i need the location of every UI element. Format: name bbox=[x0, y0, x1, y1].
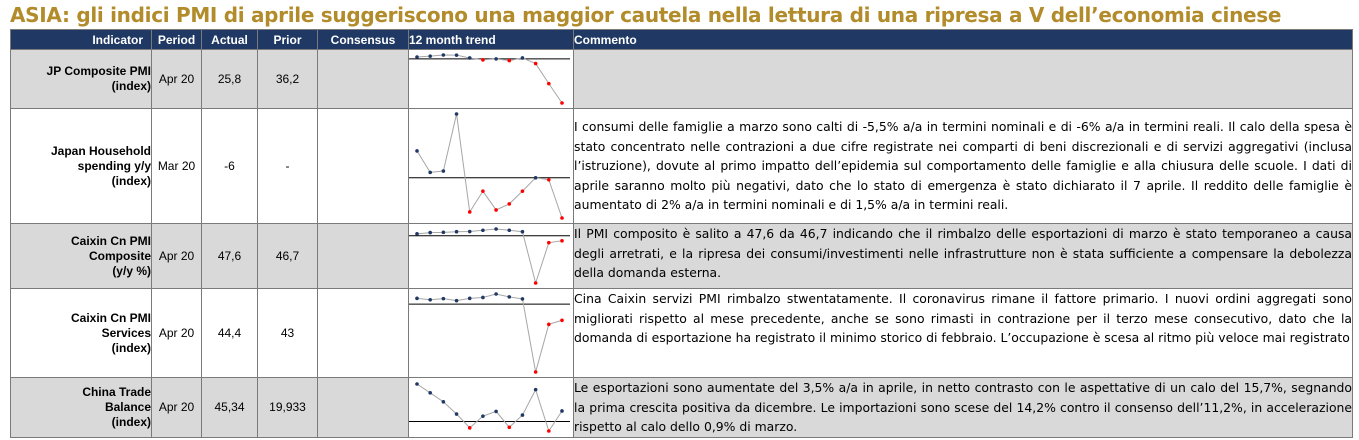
trend-point bbox=[468, 56, 472, 60]
trend-point bbox=[455, 53, 459, 57]
trend-sparkline bbox=[409, 289, 574, 377]
trend-point bbox=[415, 382, 419, 386]
period-cell: Apr 20 bbox=[152, 50, 202, 109]
comment-cell: Le esportazioni sono aumentate del 3,5% a/a in aprile, in netto contrasto con le aspettative di un calo del 15,7%, segnando la prima crescita positiva da dicembre. Le importazioni sono scese del 14,2% contro il consenso dell’11,2%, in accelerazione rispetto al calo dello 0,9% di marzo. bbox=[574, 378, 1353, 438]
trend-point bbox=[560, 318, 564, 322]
actual-cell: 44,4 bbox=[202, 289, 258, 378]
trend-cell bbox=[409, 50, 574, 109]
indicator-name: Caixin Cn PMI bbox=[70, 233, 151, 248]
table-row bbox=[11, 378, 1353, 438]
trend-point bbox=[455, 299, 459, 303]
trend-point bbox=[547, 82, 551, 86]
trend-line bbox=[417, 384, 562, 431]
prior-cell: 46,7 bbox=[258, 224, 318, 289]
prior-cell: 43 bbox=[258, 289, 318, 378]
trend-point bbox=[494, 409, 498, 413]
trend-point bbox=[507, 228, 511, 232]
trend-point bbox=[534, 370, 538, 374]
trend-point bbox=[560, 239, 564, 243]
col-header-commento: Commento bbox=[574, 30, 1353, 50]
col-header-actual: Actual bbox=[202, 30, 258, 50]
trend-point bbox=[442, 231, 446, 235]
trend-point bbox=[534, 281, 538, 285]
prior-cell: 19,933 bbox=[258, 378, 318, 438]
indicator-unit: Services bbox=[101, 325, 151, 340]
indicator-unit: spending y/y bbox=[77, 158, 151, 173]
trend-point bbox=[494, 57, 498, 61]
trend-point bbox=[547, 241, 551, 245]
indicator-table bbox=[10, 29, 1353, 438]
trend-point bbox=[428, 54, 432, 58]
consensus-cell bbox=[318, 378, 409, 438]
page-title: ASIA: gli indici PMI di aprile suggeriscono una maggior cautela nella lettura di una ripresa a V dell’economia cinese bbox=[10, 3, 1282, 27]
trend-line bbox=[417, 114, 562, 218]
consensus-cell bbox=[318, 289, 409, 378]
comment-cell: Cina Caixin servizi PMI rimbalzo stwentatamente. Il coronavirus rimane il fattore primario. I nuovi ordini aggregati sono migliorati rispetto al mese precedente, anche se sono rimasti in contrazione per il terzo mese consecutivo, dato che la domanda di esportazione ha registrato il minimo storico di febbraio. L’occupazione è scesa al ritmo più veloce mai registrato bbox=[574, 289, 1353, 378]
indicator-cell bbox=[11, 109, 152, 224]
col-header-trend: 12 month trend bbox=[409, 30, 574, 50]
trend-sparkline bbox=[409, 224, 574, 288]
trend-point bbox=[481, 296, 485, 300]
prior-cell: - bbox=[258, 109, 318, 224]
indicator-cell bbox=[11, 50, 152, 109]
consensus-cell bbox=[318, 50, 409, 109]
trend-point bbox=[415, 232, 419, 236]
actual-cell: -6 bbox=[202, 109, 258, 224]
trend-line bbox=[417, 229, 562, 283]
trend-point bbox=[468, 230, 472, 234]
trend-point bbox=[442, 400, 446, 404]
indicator-unit: (index) bbox=[111, 414, 151, 429]
trend-point bbox=[468, 297, 472, 301]
indicator-unit: Balance bbox=[104, 399, 151, 414]
indicator-unit: Composite bbox=[88, 248, 151, 263]
trend-point bbox=[428, 171, 432, 175]
trend-point bbox=[481, 228, 485, 232]
indicator-unit: (index) bbox=[111, 173, 151, 188]
indicator-cell bbox=[11, 289, 152, 378]
indicator-cell bbox=[11, 224, 152, 289]
trend-point bbox=[521, 230, 525, 234]
actual-cell: 25,8 bbox=[202, 50, 258, 109]
trend-point bbox=[428, 391, 432, 395]
trend-point bbox=[534, 176, 538, 180]
col-header-consensus: Consensus bbox=[318, 30, 409, 50]
period-cell: Apr 20 bbox=[152, 224, 202, 289]
consensus-cell bbox=[318, 224, 409, 289]
trend-point bbox=[494, 292, 498, 296]
col-header-prior: Prior bbox=[258, 30, 318, 50]
trend-point bbox=[507, 59, 511, 63]
trend-point bbox=[560, 101, 564, 105]
table-row bbox=[11, 109, 1353, 224]
trend-point bbox=[521, 56, 525, 60]
trend-point bbox=[547, 178, 551, 182]
table-header bbox=[11, 30, 1353, 50]
trend-point bbox=[534, 62, 538, 66]
trend-point bbox=[507, 425, 511, 429]
trend-line bbox=[417, 294, 562, 372]
trend-point bbox=[415, 297, 419, 301]
consensus-cell bbox=[318, 109, 409, 224]
indicator-name: JP Composite PMI bbox=[46, 64, 151, 78]
trend-point bbox=[521, 413, 525, 417]
table-row bbox=[11, 224, 1353, 289]
trend-point bbox=[428, 231, 432, 235]
trend-point bbox=[481, 189, 485, 193]
col-header-indicator: Indicator bbox=[11, 30, 152, 50]
trend-point bbox=[468, 426, 472, 430]
trend-point bbox=[442, 169, 446, 173]
table-row bbox=[11, 50, 1353, 109]
trend-point bbox=[507, 202, 511, 206]
indicator-name: China Trade bbox=[82, 384, 151, 399]
indicator-unit: (index) bbox=[111, 79, 151, 93]
trend-point bbox=[442, 297, 446, 301]
trend-point bbox=[455, 112, 459, 116]
comment-cell: I consumi delle famiglie a marzo sono calti di -5,5% a/a in termini nominali e di -6% a/a in termini reali. Il calo della spesa è stato concentrato nelle contrazioni a due cifre registrate nei comparti di beni discrezionali e di servizi aggregativi (inclusa l’istruzione), dovute al primo impatto dell’epidemia sul comportamento delle famiglie e alla chiusura delle scuole. I dati di aprile saranno molto più negativi, dato che lo stato di emergenza è stato dichiarato il 7 aprile. Il reddito delle famiglie è aumentato di 2% a/a in termini nominali e di 1,5% a/a in termini reali. bbox=[574, 109, 1353, 224]
trend-point bbox=[507, 295, 511, 299]
trend-point bbox=[415, 55, 419, 59]
actual-cell: 47,6 bbox=[202, 224, 258, 289]
trend-point bbox=[468, 210, 472, 214]
trend-cell bbox=[409, 109, 574, 224]
trend-cell bbox=[409, 224, 574, 289]
trend-line bbox=[417, 55, 562, 103]
indicator-unit: (y/y %) bbox=[112, 263, 151, 278]
trend-point bbox=[547, 429, 551, 433]
trend-sparkline bbox=[409, 379, 574, 436]
trend-point bbox=[521, 297, 525, 301]
trend-point bbox=[521, 189, 525, 193]
period-cell: Mar 20 bbox=[152, 109, 202, 224]
trend-point bbox=[455, 230, 459, 234]
actual-cell: 45,34 bbox=[202, 378, 258, 438]
period-cell: Apr 20 bbox=[152, 378, 202, 438]
trend-point bbox=[442, 53, 446, 57]
comment-cell bbox=[574, 50, 1353, 109]
trend-point bbox=[481, 414, 485, 418]
trend-sparkline bbox=[409, 50, 574, 108]
col-header-period: Period bbox=[152, 30, 202, 50]
trend-point bbox=[455, 412, 459, 416]
trend-point bbox=[428, 298, 432, 302]
indicator-cell bbox=[11, 378, 152, 438]
table-row bbox=[11, 289, 1353, 378]
trend-point bbox=[560, 216, 564, 220]
trend-point bbox=[534, 388, 538, 392]
indicator-name: Caixin Cn PMI bbox=[70, 310, 151, 325]
trend-point bbox=[560, 409, 564, 413]
trend-cell bbox=[409, 378, 574, 438]
trend-point bbox=[415, 149, 419, 153]
comment-cell: Il PMI composito è salito a 47,6 da 46,7 indicando che il rimbalzo delle esportazioni di marzo è stato temporaneo a causa degli arretrati, e la ripresa dei consumi/investimenti nelle infrastrutture non è stata sufficiente a compensare la debolezza della domanda esterna. bbox=[574, 224, 1353, 289]
trend-point bbox=[494, 227, 498, 231]
period-cell: Apr 20 bbox=[152, 289, 202, 378]
trend-sparkline bbox=[409, 109, 574, 223]
trend-point bbox=[494, 208, 498, 212]
trend-point bbox=[481, 58, 485, 62]
indicator-unit: (index) bbox=[111, 340, 151, 355]
prior-cell: 36,2 bbox=[258, 50, 318, 109]
indicator-name: Japan Household bbox=[50, 143, 151, 158]
trend-cell bbox=[409, 289, 574, 378]
trend-point bbox=[547, 323, 551, 327]
